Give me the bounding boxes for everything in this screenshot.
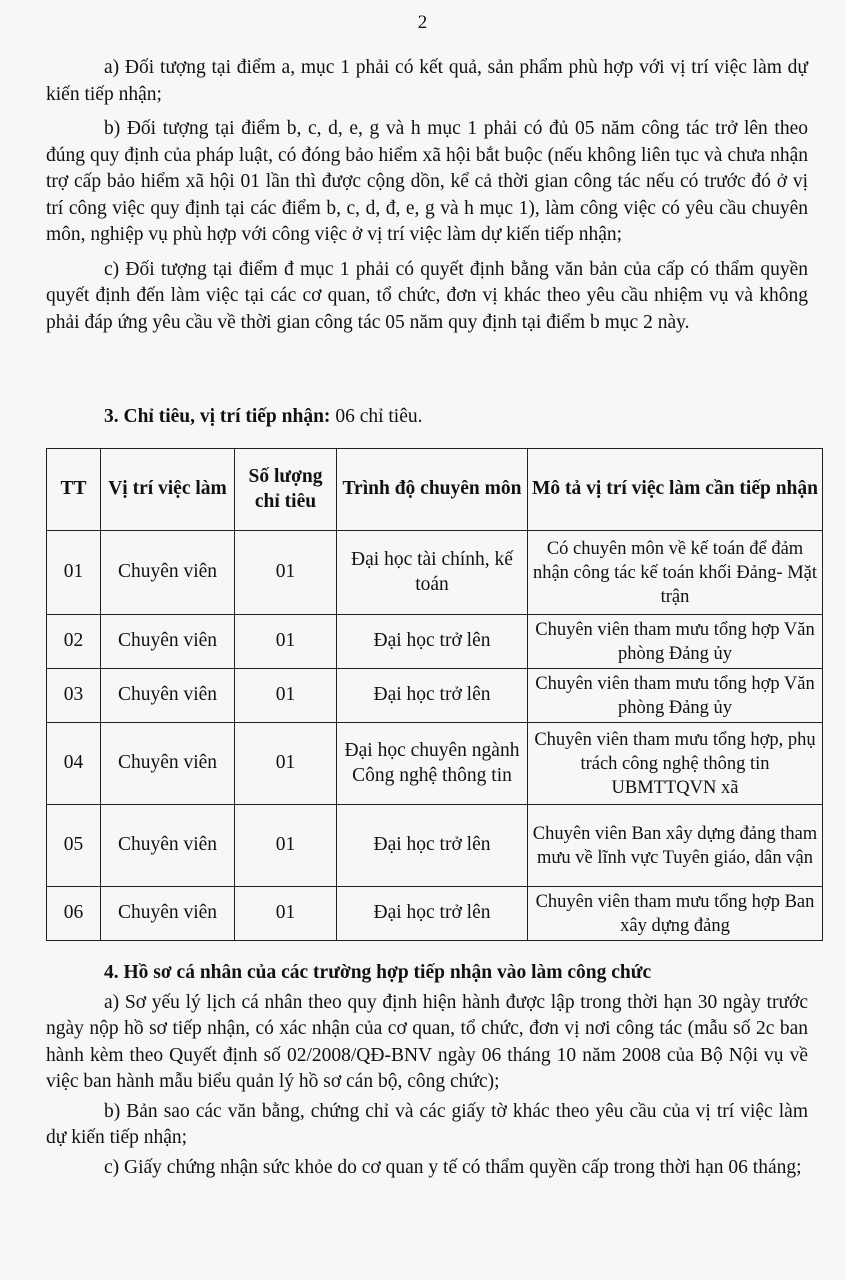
section4-para-b: b) Bản sao các văn bằng, chứng chỉ và các giấy tờ khác theo yêu cầu của vị trí việc làm dự kiến tiếp nhận;: [46, 1100, 808, 1148]
cell-position: Chuyên viên: [101, 669, 235, 723]
table-row: [47, 887, 823, 941]
cell-position: Chuyên viên: [101, 615, 235, 669]
cell-description: Chuyên viên tham mưu tổng hợp, phụ trách công nghệ thông tin UBMTTQVN xã: [528, 723, 823, 805]
cell-qualification: Đại học tài chính, kế toán: [337, 531, 528, 615]
cell-quantity: 01: [235, 531, 337, 615]
cell-description: Chuyên viên tham mưu tổng hợp Ban xây dựng đảng: [528, 887, 823, 941]
header-description: Mô tả vị trí việc làm cần tiếp nhận: [528, 449, 823, 531]
section2-paragraphs: [46, 55, 808, 336]
header-tt: TT: [47, 449, 101, 531]
cell-quantity: 01: [235, 887, 337, 941]
cell-description: Chuyên viên tham mưu tổng hợp Văn phòng Đảng ủy: [528, 669, 823, 723]
section4-para-a: a) Sơ yếu lý lịch cá nhân theo quy định hiện hành được lập trong thời hạn 30 ngày trước ngày nộp hồ sơ tiếp nhận, có xác nhận của cơ quan, tổ chức, đơn vị nơi công tác (mẫu số 2c ban hành kèm theo Quyết định số 02/2008/QĐ-BNV ngày 06 tháng 10 năm 2008 của Bộ Nội vụ về việc ban hành mẫu biểu quản lý hồ sơ cán bộ, công chức);: [46, 991, 808, 1092]
cell-tt: 02: [47, 615, 101, 669]
cell-position: Chuyên viên: [101, 805, 235, 887]
cell-qualification: Đại học chuyên ngành Công nghệ thông tin: [337, 723, 528, 805]
section3-heading-rest: 06 chỉ tiêu.: [330, 406, 423, 427]
cell-quantity: 01: [235, 805, 337, 887]
table-row: [47, 805, 823, 887]
header-qualification: Trình độ chuyên môn: [337, 449, 528, 531]
table-row: [47, 531, 823, 615]
section4: [46, 960, 808, 1181]
cell-position: Chuyên viên: [101, 531, 235, 615]
table-row: [47, 723, 823, 805]
cell-tt: 01: [47, 531, 101, 615]
cell-tt: 03: [47, 669, 101, 723]
cell-description: Có chuyên môn về kế toán để đảm nhận công tác kế toán khối Đảng- Mặt trận: [528, 531, 823, 615]
page-number: 2: [417, 12, 428, 33]
table-row: [47, 669, 823, 723]
cell-qualification: Đại học trở lên: [337, 615, 528, 669]
positions-table: [46, 448, 823, 941]
cell-qualification: Đại học trở lên: [337, 887, 528, 941]
cell-quantity: 01: [235, 723, 337, 805]
table-header-row: [47, 449, 823, 531]
cell-position: Chuyên viên: [101, 723, 235, 805]
cell-description: Chuyên viên tham mưu tổng hợp Văn phòng Đảng ủy: [528, 615, 823, 669]
cell-quantity: 01: [235, 615, 337, 669]
cell-qualification: Đại học trở lên: [337, 669, 528, 723]
table-row: [47, 615, 823, 669]
cell-tt: 06: [47, 887, 101, 941]
cell-qualification: Đại học trở lên: [337, 805, 528, 887]
section2-para-c: c) Đối tượng tại điểm đ mục 1 phải có quyết định bằng văn bản của cấp có thẩm quyền quyết định đến làm việc tại các cơ quan, tổ chức, đơn vị khác theo yêu cầu nhiệm vụ và không phải đáp ứng yêu cầu về thời gian công tác 05 năm quy định tại điểm b mục 2 này.: [46, 258, 808, 333]
cell-description: Chuyên viên Ban xây dựng đảng tham mưu về lĩnh vực Tuyên giáo, dân vận: [528, 805, 823, 887]
section4-heading: 4. Hồ sơ cá nhân của các trường hợp tiếp nhận vào làm công chức: [104, 962, 652, 983]
cell-tt: 04: [47, 723, 101, 805]
cell-quantity: 01: [235, 669, 337, 723]
section4-para-c: c) Giấy chứng nhận sức khỏe do cơ quan y tế có thẩm quyền cấp trong thời hạn 06 tháng;: [104, 1156, 802, 1178]
section2-para-a: a) Đối tượng tại điểm a, mục 1 phải có kết quả, sản phẩm phù hợp với vị trí việc làm dự kiến tiếp nhận;: [46, 57, 808, 105]
section3-heading-bold: 3. Chỉ tiêu, vị trí tiếp nhận:: [104, 406, 331, 427]
section2-para-b: b) Đối tượng tại điểm b, c, d, e, g và h mục 1 phải có đủ 05 năm công tác trở lên theo đúng quy định của pháp luật, có đóng bảo hiểm xã hội bắt buộc (nếu không liên tục và chưa nhận trợ cấp bảo hiểm xã hội 01 lần thì được cộng dồn, kể cả thời gian công tác nếu có trước đó ở vị trí công việc quy định tại các điểm b, c, d, đ, e, g và h mục 1), làm công việc có yêu cầu chuyên môn, nghiệp vụ phù hợp với công việc ở vị trí việc làm dự kiến tiếp nhận;: [46, 118, 808, 245]
section3-heading: [46, 404, 808, 431]
header-position: Vị trí việc làm: [101, 449, 235, 531]
cell-position: Chuyên viên: [101, 887, 235, 941]
header-quantity: Số lượng chỉ tiêu: [235, 449, 337, 531]
cell-tt: 05: [47, 805, 101, 887]
